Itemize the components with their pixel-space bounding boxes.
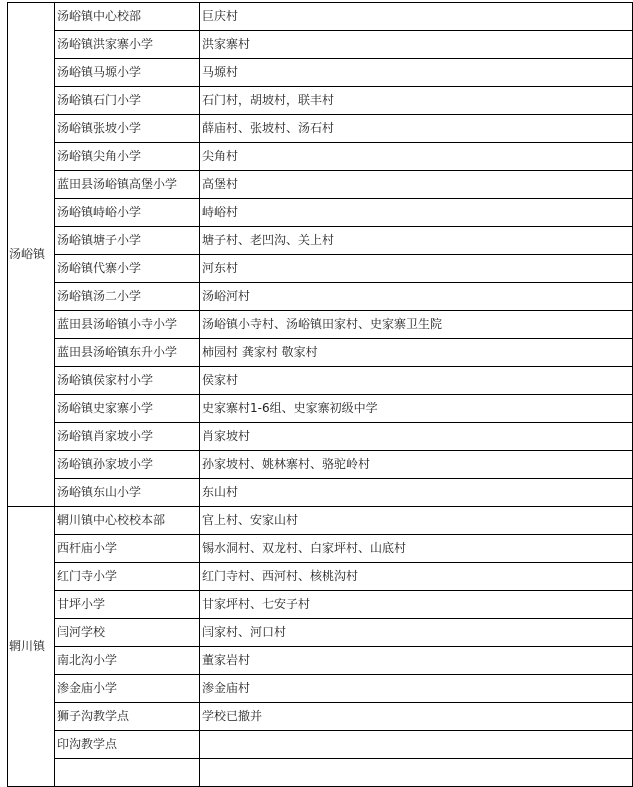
village-cell: 肖家坡村 xyxy=(200,423,633,451)
school-cell: 汤峪镇峙峪小学 xyxy=(55,199,200,227)
school-cell: 汤峪镇侯家村小学 xyxy=(55,367,200,395)
school-cell: 印沟教学点 xyxy=(55,731,200,759)
table-row xyxy=(8,199,633,227)
table-row xyxy=(8,395,633,423)
table-row xyxy=(8,619,633,647)
village-cell: 塘子村、老凹沟、关上村 xyxy=(200,227,633,255)
school-cell: 汤峪镇马塬小学 xyxy=(55,59,200,87)
village-cell: 峙峪村 xyxy=(200,199,633,227)
school-cell: 汤峪镇东山小学 xyxy=(55,479,200,507)
village-cell: 闫家村、河口村 xyxy=(200,619,633,647)
village-cell: 尖角村 xyxy=(200,143,633,171)
school-cell: 汤峪镇代寨小学 xyxy=(55,255,200,283)
table-row xyxy=(8,367,633,395)
village-cell xyxy=(200,731,633,759)
village-cell: 河东村 xyxy=(200,255,633,283)
school-cell: 蓝田县汤峪镇小寺小学 xyxy=(55,311,200,339)
village-cell: 马塬村 xyxy=(200,59,633,87)
school-cell: 汤峪镇张坡小学 xyxy=(55,115,200,143)
village-cell: 官上村、安家山村 xyxy=(200,507,633,535)
school-cell: 甘坪小学 xyxy=(55,591,200,619)
table-row xyxy=(8,339,633,367)
table-row xyxy=(8,535,633,563)
village-cell: 东山村 xyxy=(200,479,633,507)
school-district-table xyxy=(7,2,633,787)
school-cell: 汤峪镇洪家寨小学 xyxy=(55,31,200,59)
table-row xyxy=(8,451,633,479)
village-cell: 柿园村 龚家村 敬家村 xyxy=(200,339,633,367)
table-row xyxy=(8,647,633,675)
village-cell: 巨庆村 xyxy=(200,3,633,31)
village-cell: 红门寺村、西河村、核桃沟村 xyxy=(200,563,633,591)
table-row xyxy=(8,227,633,255)
village-cell: 董家岩村 xyxy=(200,647,633,675)
school-cell: 汤峪镇石门小学 xyxy=(55,87,200,115)
school-cell: 汤峪镇中心校部 xyxy=(55,3,200,31)
village-cell: 汤峪河村 xyxy=(200,283,633,311)
table-row xyxy=(8,171,633,199)
table-row xyxy=(8,255,633,283)
table-row xyxy=(8,115,633,143)
table-row xyxy=(8,479,633,507)
table-row xyxy=(8,283,633,311)
school-cell: 南北沟小学 xyxy=(55,647,200,675)
village-cell: 侯家村 xyxy=(200,367,633,395)
school-cell: 狮子沟教学点 xyxy=(55,703,200,731)
table-row xyxy=(8,3,633,31)
village-cell: 学校已撤并 xyxy=(200,703,633,731)
table-row xyxy=(8,87,633,115)
school-cell: 汤峪镇尖角小学 xyxy=(55,143,200,171)
village-cell: 史家寨村1-6组、史家寨初级中学 xyxy=(200,395,633,423)
table-row xyxy=(8,31,633,59)
town-cell: 汤峪镇 xyxy=(8,3,55,507)
school-cell: 汤峪镇塘子小学 xyxy=(55,227,200,255)
village-cell: 孙家坡村、姚林寨村、骆驼岭村 xyxy=(200,451,633,479)
school-cell: 辋川镇中心校校本部 xyxy=(55,507,200,535)
school-cell: 汤峪镇汤二小学 xyxy=(55,283,200,311)
village-cell: 渗金庙村 xyxy=(200,675,633,703)
school-cell: 汤峪镇史家寨小学 xyxy=(55,395,200,423)
table-row xyxy=(8,591,633,619)
table-row xyxy=(8,563,633,591)
village-cell: 洪家寨村 xyxy=(200,31,633,59)
town-cell: 辋川镇 xyxy=(8,507,55,787)
table-row xyxy=(8,507,633,535)
school-cell: 汤峪镇肖家坡小学 xyxy=(55,423,200,451)
table-row xyxy=(8,731,633,759)
village-cell: 高堡村 xyxy=(200,171,633,199)
table-row xyxy=(8,703,633,731)
table-row xyxy=(8,143,633,171)
village-cell: 薛庙村、张坡村、汤石村 xyxy=(200,115,633,143)
school-cell: 渗金庙小学 xyxy=(55,675,200,703)
village-cell: 汤峪镇小寺村、汤峪镇田家村、史家寨卫生院 xyxy=(200,311,633,339)
table-row xyxy=(8,675,633,703)
village-cell: 甘家坪村、七安子村 xyxy=(200,591,633,619)
school-cell: 蓝田县汤峪镇东升小学 xyxy=(55,339,200,367)
school-cell: 红门寺小学 xyxy=(55,563,200,591)
school-cell: 闫河学校 xyxy=(55,619,200,647)
school-cell: 西杆庙小学 xyxy=(55,535,200,563)
village-cell: 石门村，胡坡村，联丰村 xyxy=(200,87,633,115)
school-cell: 汤峪镇孙家坡小学 xyxy=(55,451,200,479)
village-cell: 锡水洞村、双龙村、白家坪村、山底村 xyxy=(200,535,633,563)
table-row xyxy=(8,423,633,451)
table-row xyxy=(8,311,633,339)
table-row xyxy=(8,59,633,87)
school-cell: 蓝田县汤峪镇高堡小学 xyxy=(55,171,200,199)
